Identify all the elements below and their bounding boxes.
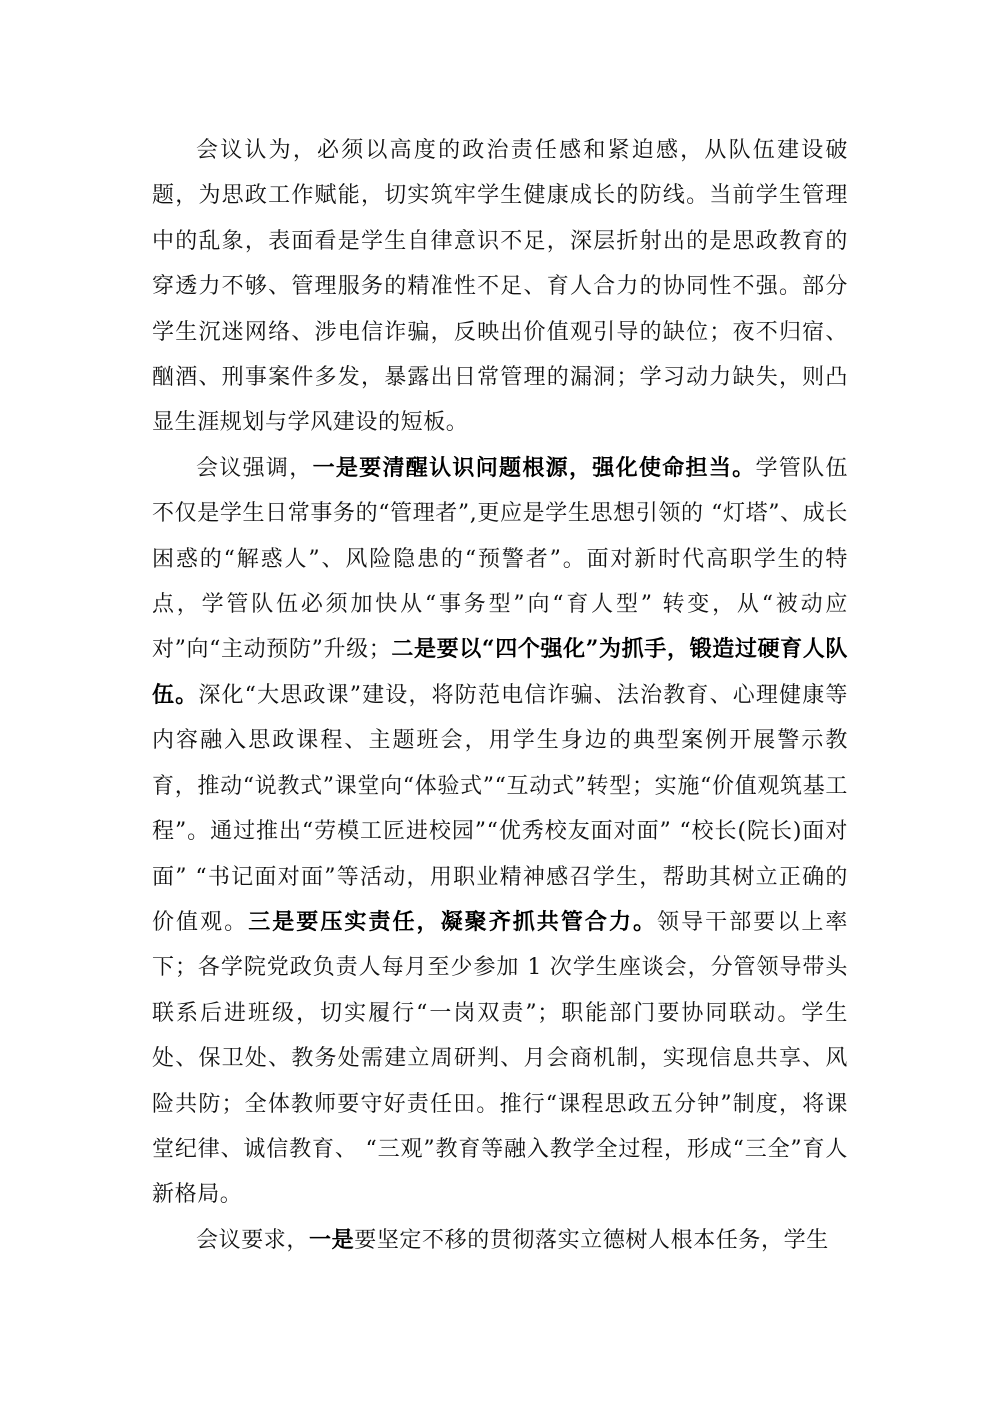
paragraph-text: 会议认为，必须以高度的政治责任感和紧迫感，从队伍建设破题，为思政工作赋能，切实筑牢学生健康成长的防线。当前学生管理中的乱象，表面看是学生自律意识不足，深层折射出的是思政教育的穿透力不够、管理服务的精准性不足、育人合力的协同性不强。部分学生沉迷网络、涉电信诈骗，反映出价值观引导的缺位；夜不归宿、酗酒、刑事案件多发，暴露出日常管理的漏洞；学习动力缺失，则凸显生涯规划与学风建设的短板。 [152, 138, 848, 436]
paragraph-text: 领导干部要以上率下；各学院党政负责人每月至少参加 1 次学生座谈会，分管领导带头联系后进班级，切实履行“一岗双责”；职能部门要协同联动。学生处、保卫处、教务处需建立周研判、月会商机制，实现信息共享、风险共防；全体教师要守好责任田。推行“课程思政五分钟”制度，将课 堂纪律、诚信教育、 “三观”教育等融入教学全过程，形成“三全”育人新格局。 [152, 909, 848, 1208]
bold-point-two: 二是要以“四个强化”为抓手，锻造过硬育人队伍。 [152, 636, 848, 708]
paragraph-text: 学管队伍不仅是学生日常事务的“管理者”,更应是学生思想引领的 “灯塔”、成长困惑的“解惑人”、风险隐患的“预警者”。面对新时代高职学生的特点，学管队伍必须加快从“事务型”向“育人型” 转变，从“被动应对”向“主动预防”升级； [152, 455, 848, 663]
paragraph-meeting-view [152, 128, 848, 446]
paragraph-text: 要坚定不移的贯彻落实立德树人根本任务，学生 [354, 1227, 829, 1253]
bold-point-one: 一是要清醒认识问题根源，强化使命担当。 [312, 454, 756, 481]
paragraph-meeting-requirements [152, 1218, 848, 1263]
bold-point-three: 三是要压实责任，凝聚齐抓共管合力。 [248, 908, 658, 935]
paragraph-meeting-emphasis [152, 446, 848, 1218]
paragraph-text: 会议强调， [196, 455, 313, 481]
paragraph-text: 深化“大思政课”建设，将防范电信诈骗、法治教育、心理健康等内容融入思政课程、主题班会，用学生身边的典型案例开展警示教育，推动“说教式”课堂向“体验式”“互动式”转型；实施“价值观筑基工程”。通过推出“劳模工匠进校园”“优秀校友面对面” “校长(院长)面对面” “书记面对面”等活动，用职业精神感召学生，帮助其树立正确的价值观。 [152, 682, 848, 935]
paragraph-text: 会议要求， [196, 1227, 310, 1253]
bold-point-one: 一是 [309, 1226, 355, 1253]
document-body [152, 128, 848, 1263]
